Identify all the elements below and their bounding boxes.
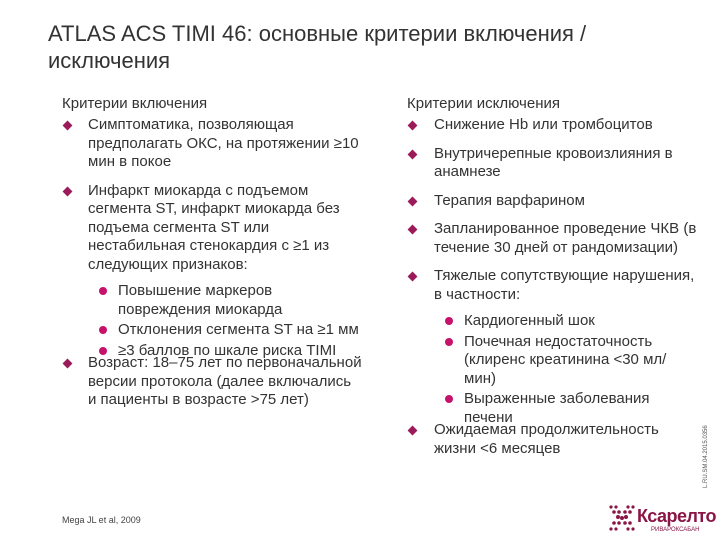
dot-bullet-icon — [445, 338, 453, 346]
exclusion-item: Терапия варфарином — [407, 192, 697, 211]
dot-bullet-icon — [445, 317, 453, 325]
diamond-bullet-icon — [408, 426, 418, 436]
exclusion-item: Тяжелые сопутствующие нарушения, в частности: Кардиогенный шок Почечная недостаточность (клиренс креатинина <30 мл/мин) Выраженные заболевания печени — [407, 267, 697, 427]
xarelto-logo — [607, 503, 715, 537]
exclusion-item: Внутричерепные кровоизлияния в анамнезе — [407, 145, 697, 182]
logo-mark-icon — [607, 503, 637, 533]
diamond-bullet-icon — [63, 186, 73, 196]
inclusion-sub-list — [88, 282, 362, 360]
inclusion-item: Возраст: 18–75 лет по первоначальной версии протокола (далее включались и пациенты в возрасте >75 лет) — [62, 354, 362, 410]
inclusion-sub-item: Отклонения сегмента ST на ≥1 мм — [88, 321, 362, 340]
document-code: L.RU.SM.04.2015.0356 — [703, 425, 709, 488]
exclusion-criteria — [407, 95, 697, 468]
dot-bullet-icon — [445, 395, 453, 403]
inclusion-sub-item: ≥3 баллов по шкале риска TIMI — [88, 342, 362, 361]
exclusion-item: Снижение Hb или тромбоцитов — [407, 116, 697, 135]
diamond-bullet-icon — [408, 149, 418, 159]
exclusion-sub-item: Выраженные заболевания печени — [434, 390, 697, 427]
diamond-bullet-icon — [408, 225, 418, 235]
diamond-bullet-icon — [408, 121, 418, 131]
dot-bullet-icon — [99, 287, 107, 295]
exclusion-heading: Критерии исключения — [407, 95, 560, 112]
diamond-bullet-icon — [63, 359, 73, 369]
logo-wordmark: Ксарелто — [637, 506, 717, 526]
exclusion-sub-item: Почечная недостаточность (клиренс креатинина <30 мл/мин) — [434, 333, 697, 389]
inclusion-sub-item: Повышение маркеров повреждения миокарда — [88, 282, 362, 319]
footer-reference: Mega JL et al, 2009 — [62, 515, 141, 525]
logo-subtitle: РИВАРОКСАБАН — [651, 527, 700, 533]
diamond-bullet-icon — [408, 272, 418, 282]
inclusion-item: Симптоматика, позволяющая предполагать ОКС, на протяжении ≥10 мин в покое — [62, 116, 362, 172]
inclusion-criteria — [62, 95, 362, 420]
inclusion-heading: Критерии включения — [62, 95, 208, 112]
diamond-bullet-icon — [63, 121, 73, 131]
exclusion-item: Запланированное проведение ЧКВ (в течение 30 дней от рандомизации) — [407, 220, 697, 257]
dot-bullet-icon — [99, 326, 107, 334]
exclusion-sub-list — [434, 312, 697, 427]
diamond-bullet-icon — [408, 196, 418, 206]
page-title: ATLAS ACS TIMI 46: основные критерии включения / исключения — [48, 21, 587, 73]
exclusion-item: Ожидаемая продолжительность жизни <6 месяцев — [407, 421, 697, 458]
inclusion-item: Инфаркт миокарда с подъемом сегмента ST, инфаркт миокарда без подъема сегмента ST или нестабильная стенокардия с ≥1 из следующих признаков: Повышение маркеров повреждения миокарда Отклонения сегмента ST на ≥1 мм ≥3 баллов по шкале риска TIMI — [62, 182, 362, 361]
exclusion-sub-item: Кардиогенный шок — [434, 312, 697, 331]
